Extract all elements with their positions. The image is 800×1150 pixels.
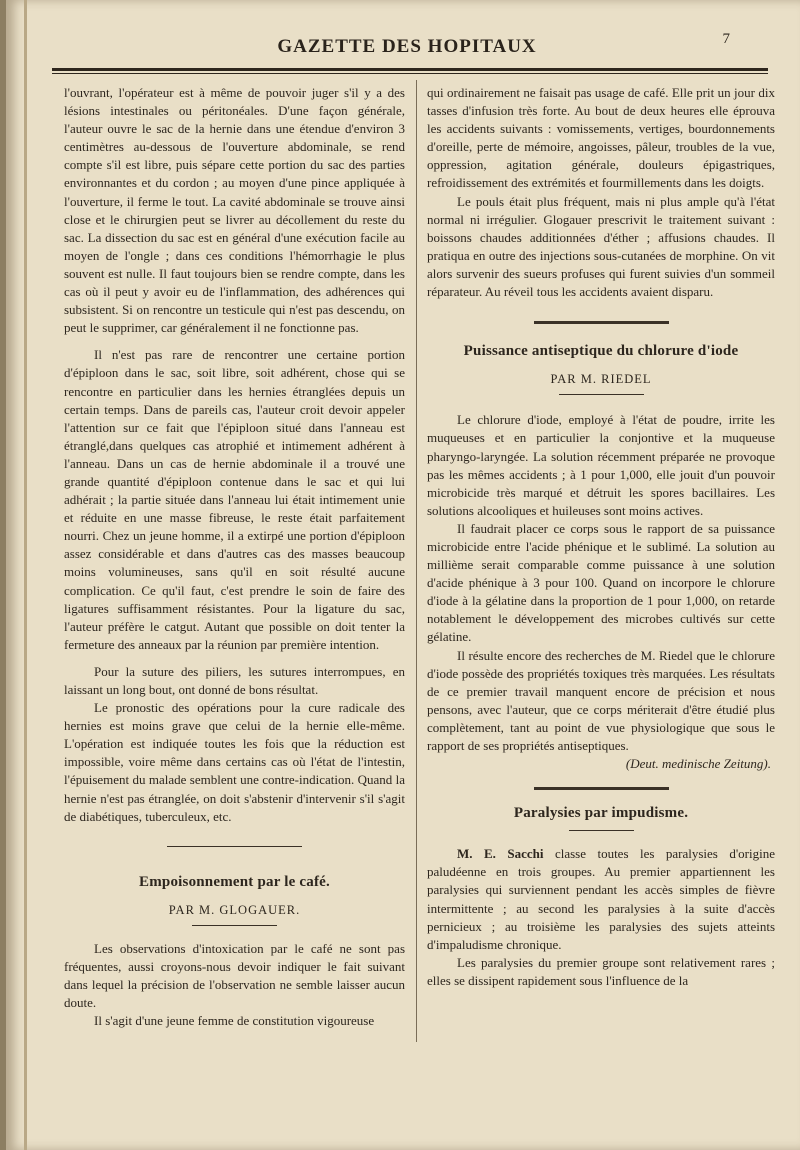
section-title-cafe: Empoisonnement par le café. (139, 873, 330, 890)
paragraph: l'ouvrant, l'opérateur est à même de pouvoir juger s'il y a des lésions intestinales ou péritonéales. D'une façon générale, l'auteur ouvre le sac de la hernie dans une étendue d'environ 3 centimètres au-dessous de l'ouverture abdominale, se rend compte s'il est libre, puis sépare cette portion du sac des parties environnantes et du cordon ; au moyen d'une pince appliquée à l'ouverture, il ferme le tout. La cavité abdominale se trouve ainsi close et le chirurgien peut se livrer au décollement du reste du sac. La dissection du sac est en général d'une exécution facile au moyen de l'ongle ; dans ces conditions l'hémorrhagie le plus souvent est nulle. Il faut toujours bien se rendre compte, dans les cas où il peut y avoir eu de l'inflammation, des adhérences qui subsistent. Si on rencontre un testicule qui n'est pas descendu, on peut le supprimer, car généralement il ne fonctionne pas. (64, 85, 405, 336)
paragraph: Le pouls était plus fréquent, mais ni plus ample qu'à l'état normal ni irrégulier. Glogauer prescrivit le traitement suivant : boissons chaudes additionnées d'éther ; affusions chaudes. Il pratiqua en outre des injections sous-cutanées de morphine. On vit alors survenir des sueurs profuses qui furent suivies d'un sommeil réparateur. Au réveil tous les accidents avaient disparu. (427, 193, 775, 300)
section-author-glogauer: PAR M. GLOGAUER. (168, 902, 301, 917)
header-rule-thick (52, 68, 768, 71)
section-author-riedel: PAR M. RIEDEL (550, 372, 652, 387)
page-header (46, 28, 768, 76)
citation: (Deut. medinische Zeitung). (625, 756, 771, 772)
left-column (64, 84, 405, 1030)
author-name-sacchi: M. E. Sacchi (457, 846, 544, 862)
section-title-paralysies: Paralysies par impudisme. (513, 805, 689, 822)
header-rule-thin (52, 73, 768, 74)
paragraph: Pour la suture des piliers, les sutures interrompues, en laissant un long bout, ont donné de bons résultat. (64, 663, 405, 697)
paragraph (427, 845, 775, 954)
newspaper-page (6, 0, 800, 1150)
section-title-chlorure: Puissance antiseptique du chlorure d'iode (463, 343, 739, 360)
page-number: 7 (722, 31, 730, 47)
page-edge-line (24, 0, 27, 1150)
paragraph: Les paralysies du premier groupe sont relativement rares ; elles se dissipent rapidement sous l'influence de la (427, 954, 775, 988)
column-divider (416, 80, 417, 1042)
paragraph: Le chlorure d'iode, employé à l'état de poudre, irrite les muqueuses et en particulier la conjontive et la muqueuse pharyngo-laryngée. La solution récemment préparée ne provoque pas les mêmes accidents ; à 1 pour 1,000, elle jouit d'un pouvoir microbicide très marqué et détruit les spores bacillaires. Les solutions alcooliques et huileuses sont moins actives. (427, 412, 775, 518)
paragraph: Il s'agit d'une jeune femme de constitution vigoureuse (94, 1013, 375, 1029)
paragraph: Il n'est pas rare de rencontrer une certaine portion d'épiploon dans le sac, soit libre, soit adhérent, chose qui se rencontre en particulier dans les hernies étranglées depuis un certain temps. Dans de pareils cas, l'auteur croit devoir appeler l'attention sur ce fait que l'épiploon situé dans l'anneau est étranglé,dans quelques cas atrophié et intimement adhérent à l'anneau. Dans un cas de hernie abdominale il a trouvé une grande quantité d'épiploon contenue dans le sac et qui lui adhérait ; la partie située dans l'anneau lui était intimement unie et réduite en une masse fibreuse, le reste était parfaitement nourri. Chez un jeune homme, il a extirpé une portion d'épiploon assez considérable et dans d'autres cas des masses beaucoup moins volumineuses, sans qu'il en soit résulté aucune complication. Ce qu'il faut, c'est prendre le soin de faire des ligatures suffisamment résistantes. Pour la ligature du sac, l'auteur préfère le catgut. Autant que possible on doit tenter la fermeture des anneaux par la réunion par première intention. (64, 347, 405, 652)
paragraph: Le pronostic des opérations pour la cure radicale des hernies est moins grave que celui de la hernie elle-même. L'opération est indiquée toutes les fois que la réduction est impossible, voire même dans certains cas où l'état de l'intestin, l'épuisement du malade semblent une contre-indication. Quand la hernie n'est pas étranglée, on doit s'abstenir d'intervenir s'il s'agit de diabétiques, tuberculeux, etc. (64, 700, 405, 824)
paragraph: Les observations d'intoxication par le café ne sont pas fréquentes, aussi croyons-nous devoir indiquer le fait suivant dans lequel la précision de l'observation ne semble laisser aucun doute. (64, 940, 405, 1011)
paragraph: qui ordinairement ne faisait pas usage de café. Elle prit un jour dix tasses d'infusion très forte. Au bout de deux heures elle éprouva les accidents suivants : vomissements, vertiges, bourdonnements d'oreille, perte de mémoire, angoisses, pâleur, troubles de la vue, oppression, agitation générale, douleurs épigastriques, refroidissement des extrémités et fourmillements dans les doigts. (427, 85, 775, 191)
newspaper-title: GAZETTE DES HOPITAUX (277, 36, 537, 57)
paragraph-text: classe toutes les paralysies d'origine paludéenne en trois groupes. Au premier appartiennent les paralysies qui surviennent pendant les accès simples de fièvre intermittente ; au second les paralysies à la suite d'accès pernicieux ; au troisième les paralysies des sujets atteints d'impaludisme chronique. (427, 846, 775, 952)
right-column (427, 84, 775, 990)
paragraph: Il faudrait placer ce corps sous le rapport de sa puissance microbicide entre l'acide phénique et le sublimé. La solution au millième serait comparable comme puissance à une solution d'acide phénique à 3 pour 100. Quand on incorpore le chlorure d'iode à la gélatine dans la proportion de 1 pour 1,000, on retarde notablement le développement des microbes cultivés sur cette gélatine. (427, 520, 775, 645)
paragraph: Il résulte encore des recherches de M. Riedel que le chlorure d'iode possède des propriétés toxiques très marquées. Les résultats de ce premier travail manquent encore de précision et nous pensons, avec l'auteur, que ce corps mériterait d'être étudié plus complètement, tant au point de vue physiologique que sous le rapport de ses propriétés antiseptiques. (427, 647, 775, 753)
